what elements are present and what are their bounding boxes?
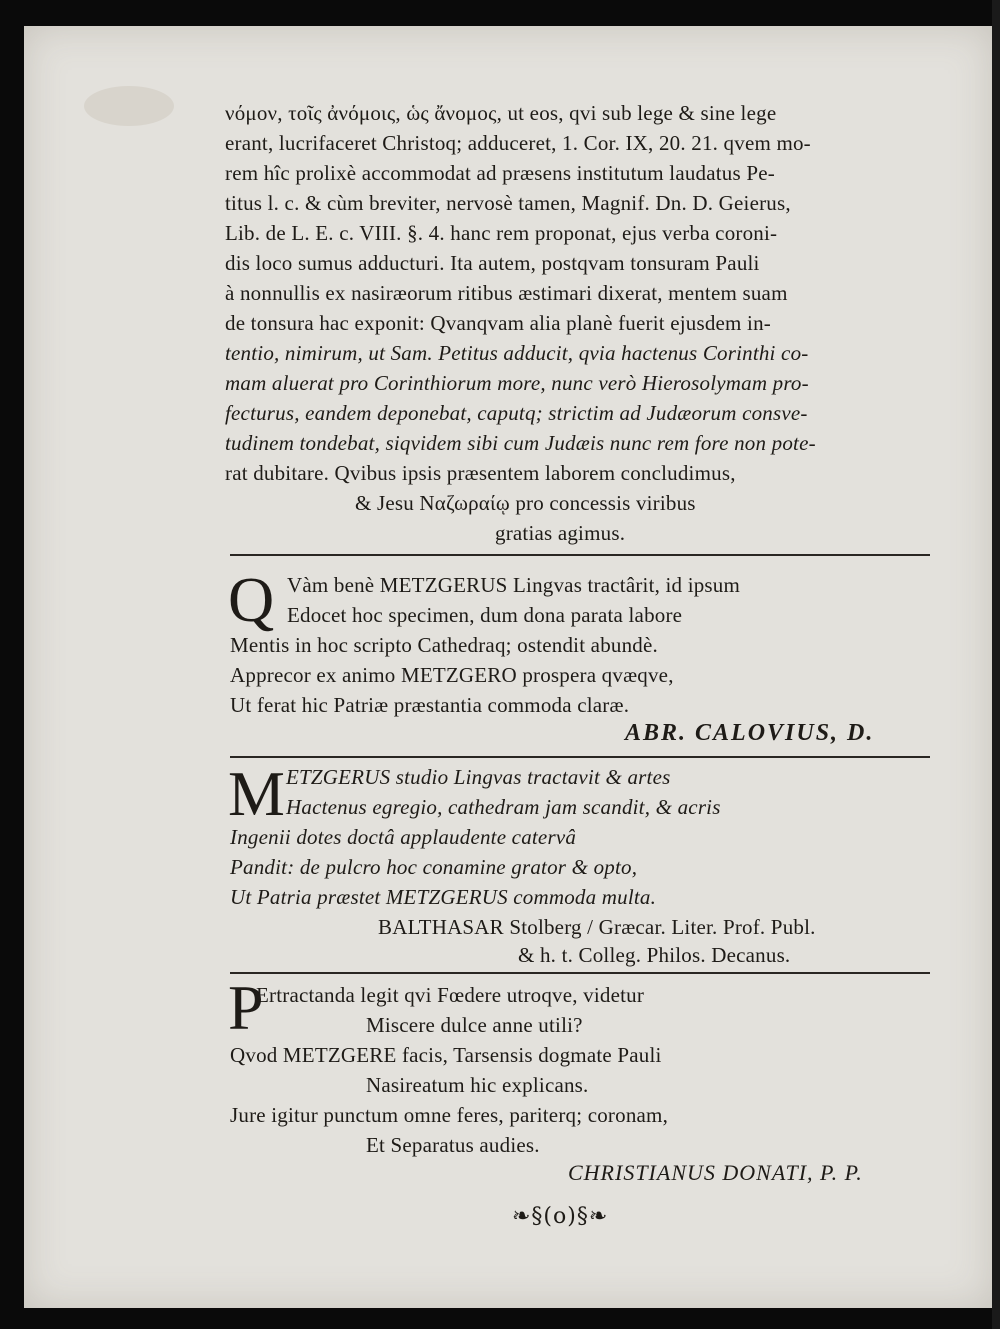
verse-line: Jure igitur punctum omne feres, pariterq; coronam, bbox=[230, 1103, 669, 1127]
text-line: & Jesu Ναζωραίῳ pro concessis viribus bbox=[355, 491, 696, 515]
signature: BALTHASAR Stolberg / Græcar. Liter. Prof. Publ. bbox=[378, 915, 816, 939]
verse-line: Nasireatum hic explicans. bbox=[366, 1073, 589, 1097]
footer-ornament: ❧§(o)§❧ bbox=[512, 1204, 609, 1229]
text-line: rat dubitare. Qvibus ipsis præsentem laborem concludimus, bbox=[225, 461, 736, 485]
text-line: de tonsura hac exponit: Qvanqvam alia planè fuerit ejusdem in- bbox=[225, 311, 771, 335]
verse-line: Hactenus egregio, cathedram jam scandit, & acris bbox=[286, 795, 721, 819]
text-line: rem hîc prolixè accommodat ad præsens institutum laudatus Pe- bbox=[225, 161, 775, 185]
verse-line: Edocet hoc specimen, dum dona parata labore bbox=[287, 603, 683, 627]
verse-line: Ingenii dotes doctâ applaudente catervâ bbox=[230, 825, 577, 849]
signature: CHRISTIANUS DONATI, P. P. bbox=[568, 1160, 863, 1185]
verse-line: Ut ferat hic Patriæ præstantia commoda claræ. bbox=[230, 693, 630, 717]
text-line: erant, lucrifaceret Christoq; adduceret, 1. Cor. IX, 20. 21. qvem mo- bbox=[225, 131, 811, 155]
text-line: gratias agimus. bbox=[495, 521, 626, 545]
text-line: mam aluerat pro Corinthiorum more, nunc verò Hierosolymam pro- bbox=[225, 371, 809, 395]
verse-line: Pandit: de pulcro hoc conamine grator & opto, bbox=[230, 855, 638, 879]
section-divider bbox=[230, 756, 930, 758]
verse-line: Apprecor ex animo METZGERO prospera qvæqve, bbox=[230, 663, 674, 687]
document-page bbox=[24, 26, 992, 1308]
verse-line: Vàm benè METZGERUS Lingvas tractârit, id ipsum bbox=[287, 573, 741, 597]
signature-title: & h. t. Colleg. Philos. Decanus. bbox=[518, 943, 791, 967]
text-line: Lib. de L. E. c. VIII. §. 4. hanc rem proponat, ejus verba coroni- bbox=[225, 221, 778, 245]
drop-cap: Q bbox=[228, 564, 275, 635]
text-line: tudinem tondebat, siqvidem sibi cum Judæis nunc rem fore non pote- bbox=[225, 431, 816, 455]
text-line: νόμον, τοῖς ἀνόμοις, ὡς ἄνομος, ut eos, qvi sub lege & sine lege bbox=[225, 101, 777, 125]
section-divider bbox=[230, 554, 930, 556]
verse-line: Miscere dulce anne utili? bbox=[366, 1013, 583, 1037]
verse-line: Ertractanda legit qvi Fœdere utroqve, videtur bbox=[256, 983, 645, 1007]
drop-cap: P bbox=[228, 972, 264, 1043]
text-line: tentio, nimirum, ut Sam. Petitus adducit, qvia hactenus Corinthi co- bbox=[225, 341, 809, 365]
verse-line: Et Separatus audies. bbox=[366, 1133, 540, 1157]
verse-line: ETZGERUS studio Lingvas tractavit & artes bbox=[286, 765, 671, 789]
drop-cap: M bbox=[228, 758, 285, 829]
verse-line: Ut Patria præstet METZGERUS commoda multa. bbox=[230, 885, 657, 909]
text-line: titus l. c. & cùm breviter, nervosè tamen, Magnif. Dn. D. Geierus, bbox=[225, 191, 791, 215]
paper-stain bbox=[84, 86, 174, 126]
scan-border bbox=[992, 0, 1000, 1329]
verse-line: Mentis in hoc scripto Cathedraq; ostendit abundè. bbox=[230, 633, 658, 657]
text-line: à nonnullis ex nasiræorum ritibus æstimari dixerat, mentem suam bbox=[225, 281, 788, 305]
section-divider bbox=[230, 972, 930, 974]
text-line: fecturus, eandem deponebat, caputq; strictim ad Judæorum consve- bbox=[225, 401, 808, 425]
text-line: dis loco sumus adducturi. Ita autem, postqvam tonsuram Pauli bbox=[225, 251, 760, 275]
verse-line: Qvod METZGERE facis, Tarsensis dogmate Pauli bbox=[230, 1043, 662, 1067]
signature: ABR. CALOVIUS, D. bbox=[625, 720, 875, 746]
